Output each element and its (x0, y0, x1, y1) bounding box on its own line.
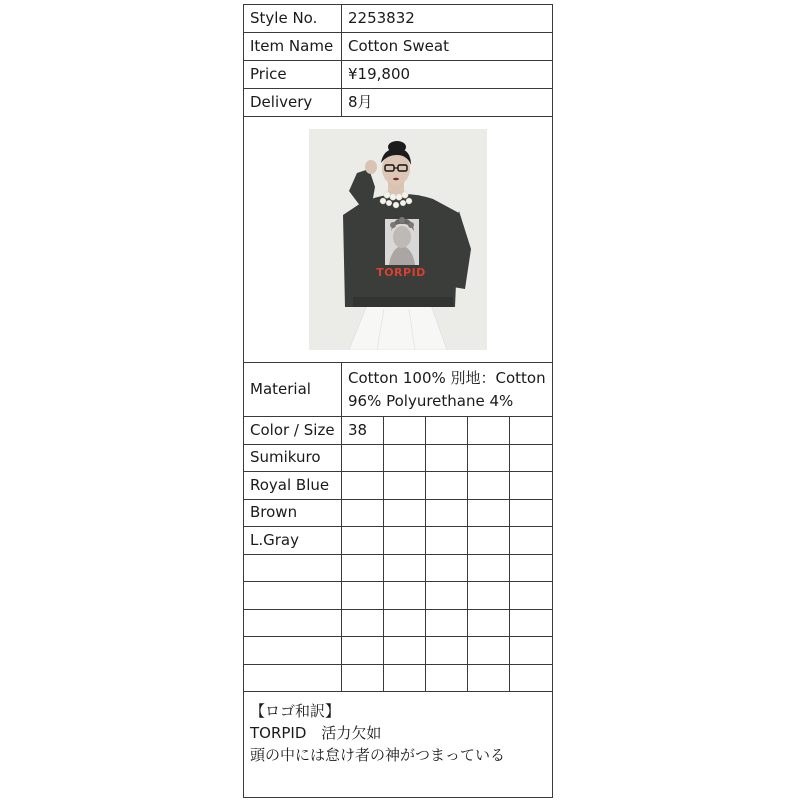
color-label (244, 664, 342, 692)
product-photo (309, 129, 487, 350)
color-label: Royal Blue (244, 472, 342, 500)
grid-cell (510, 637, 553, 665)
note-translation: TORPID 活力欠如 (250, 724, 382, 742)
color-row (244, 444, 553, 472)
delivery-value: 8月 (342, 89, 553, 117)
grid-cell (384, 499, 426, 527)
print-logo-text: TORPID (376, 266, 426, 279)
color-label (244, 637, 342, 665)
style-no-row (244, 5, 553, 33)
item-name-label: Item Name (244, 33, 342, 61)
color-row (244, 664, 553, 692)
product-spec-sheet (243, 4, 552, 793)
grid-cell (426, 609, 468, 637)
grid-cell (468, 664, 510, 692)
color-label (244, 582, 342, 610)
color-row (244, 582, 553, 610)
photo-cell (244, 117, 553, 363)
grid-cell (342, 637, 384, 665)
grid-cell (510, 609, 553, 637)
grid-cell (384, 472, 426, 500)
grid-cell (342, 664, 384, 692)
grid-cell (468, 637, 510, 665)
grid-cell (384, 527, 426, 555)
color-row (244, 472, 553, 500)
grid-cell (384, 637, 426, 665)
color-label: L.Gray (244, 527, 342, 555)
material-label: Material (244, 363, 342, 417)
item-name-row (244, 33, 553, 61)
note-description: 頭の中には怠け者の神がつまっている (250, 746, 506, 764)
note-heading: 【ロゴ和訳】 (250, 702, 341, 720)
grid-cell (426, 637, 468, 665)
grid-cell (384, 582, 426, 610)
grid-cell (510, 582, 553, 610)
grid-cell (384, 444, 426, 472)
delivery-row (244, 89, 553, 117)
grid-cell (468, 499, 510, 527)
grid-cell (426, 472, 468, 500)
color-row (244, 527, 553, 555)
grid-cell (426, 664, 468, 692)
photo-row (244, 117, 553, 363)
price-row (244, 61, 553, 89)
note-row (244, 692, 553, 798)
logo-translation-note (244, 692, 553, 798)
grid-cell (384, 554, 426, 582)
grid-cell (342, 609, 384, 637)
grid-cell (510, 499, 553, 527)
color-size-header: Color / Size (244, 417, 342, 445)
style-no-label: Style No. (244, 5, 342, 33)
size-header-cell: 38 (342, 417, 384, 445)
grid-cell (468, 582, 510, 610)
item-name-value: Cotton Sweat (342, 33, 553, 61)
size-header-cell (510, 417, 553, 445)
color-row (244, 609, 553, 637)
grid-cell (468, 527, 510, 555)
material-value: Cotton 100% 別地：Cotton 96% Polyurethane 4% (342, 363, 553, 417)
grid-cell (342, 527, 384, 555)
grid-cell (468, 554, 510, 582)
color-row (244, 637, 553, 665)
grid-cell (468, 444, 510, 472)
grid-cell (426, 554, 468, 582)
grid-cell (426, 527, 468, 555)
color-row (244, 554, 553, 582)
color-label: Sumikuro (244, 444, 342, 472)
grid-cell (468, 609, 510, 637)
price-value: ¥19,800 (342, 61, 553, 89)
grid-cell (384, 609, 426, 637)
color-label: Brown (244, 499, 342, 527)
delivery-label: Delivery (244, 89, 342, 117)
color-row (244, 499, 553, 527)
material-row (244, 363, 553, 417)
color-label (244, 554, 342, 582)
price-label: Price (244, 61, 342, 89)
grid-cell (342, 499, 384, 527)
grid-cell (342, 582, 384, 610)
grid-cell (342, 472, 384, 500)
grid-cell (468, 472, 510, 500)
grid-cell (426, 582, 468, 610)
style-no-value: 2253832 (342, 5, 553, 33)
grid-cell (510, 664, 553, 692)
grid-cell (510, 527, 553, 555)
grid-cell (384, 664, 426, 692)
model-illustration (309, 129, 487, 350)
grid-cell (342, 444, 384, 472)
color-label (244, 609, 342, 637)
grid-cell (510, 444, 553, 472)
spec-table (243, 4, 553, 798)
grid-cell (510, 472, 553, 500)
grid-cell (426, 499, 468, 527)
grid-cell (426, 444, 468, 472)
grid-cell (510, 554, 553, 582)
size-header-row (244, 417, 553, 445)
grid-cell (342, 554, 384, 582)
size-header-cell (384, 417, 426, 445)
size-header-cell (468, 417, 510, 445)
size-header-cell (426, 417, 468, 445)
